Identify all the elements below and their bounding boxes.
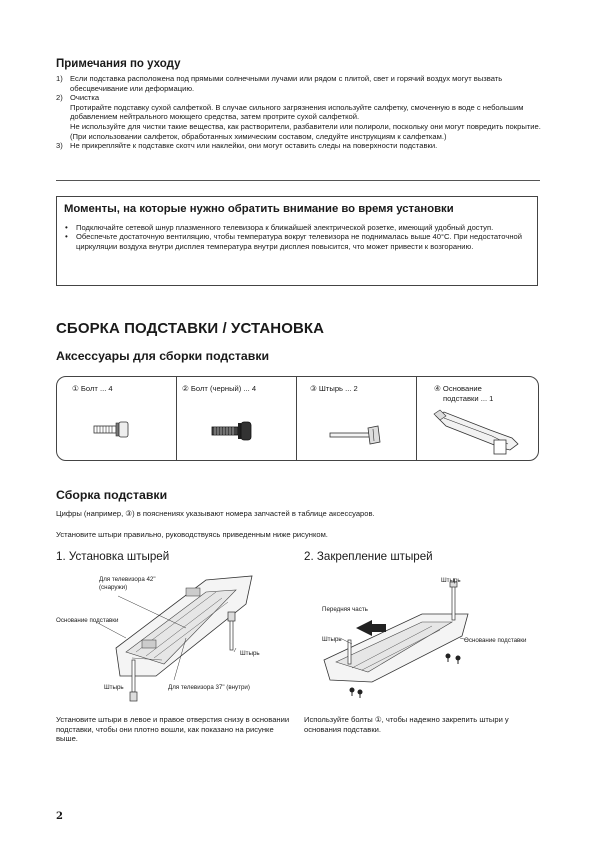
care-item-text: Не прикрепляйте к подставке скотч или наклейки, они могут оставить следы на поверхности подставки. (70, 141, 438, 151)
label-tv42: Для телевизора 42" (снаружи) (99, 576, 156, 591)
care-item-text: Очистка (70, 93, 100, 103)
label-front: Передняя часть (322, 606, 368, 613)
care-item-text: Если подставка расположена под прямыми солнечными лучами или рядом с плитой, свет и горячий воздух могут вызвать обесцвечивание или деформацию. (70, 74, 503, 93)
accessory-label-bolt: ① Болт ... 4 (72, 384, 113, 393)
accessory-label-black-bolt: ② Болт (черный) ... 4 (182, 384, 257, 393)
bolt-icon (92, 420, 132, 440)
assembly-note-1: Цифры (например, ③) в пояснениях указывают номера запчастей в таблице аксессуаров. (56, 509, 375, 518)
table-divider (416, 376, 417, 461)
label-pin-left: Штырь (104, 684, 124, 691)
bullet-icon: • (65, 232, 68, 242)
black-bolt-icon (210, 420, 256, 442)
section-divider (56, 180, 540, 181)
page-number: 2 (56, 811, 63, 822)
stand-base-icon (432, 408, 524, 458)
label-base-step1: Основание подставки (56, 617, 119, 624)
label-pin-step2: Штырь (322, 636, 342, 643)
section-title: СБОРКА ПОДСТАВКИ / УСТАНОВКА (56, 320, 325, 337)
step2-title: 2. Закрепление штырей (304, 550, 433, 563)
bullet-icon: • (65, 223, 68, 232)
accessory-label-pin: ③ Штырь ... 2 (310, 384, 358, 393)
label-base-step2: Основание подставки (464, 637, 527, 644)
care-item-number: 2) (56, 93, 63, 103)
care-item-number: 1) (56, 74, 63, 83)
table-divider (296, 376, 297, 461)
care-item (56, 93, 541, 141)
pin-icon (328, 424, 384, 448)
care-item-text: Не используйте для чистки такие вещества, как растворители, разбавители или полироли, поскольку они могут повредить покрытие. (70, 121, 541, 131)
step1-title: 1. Установка штырей (56, 550, 170, 563)
assembly-heading: Сборка подставки (56, 488, 168, 502)
care-item-text: (При использовании салфеток, обработанных химическим составом, следуйте инструкциям к салфеткам.) (70, 131, 447, 141)
install-point-item (64, 223, 532, 232)
label-pin-right: Штырь (240, 650, 260, 657)
care-heading: Примечания по уходу (56, 58, 181, 70)
step2-caption: Используйте болты ①, чтобы надежно закрепить штыри у основания подставки. (304, 715, 509, 734)
accessories-heading: Аксессуары для сборки подставки (56, 349, 270, 363)
assembly-note-2: Установите штыри правильно, руководствуясь приведенным ниже рисунком. (56, 530, 328, 539)
install-point-text: Обеспечьте достаточную вентиляцию, чтобы температура вокруг телевизора не поднималась выше 40°С. При недостаточной циркуляции воздуха внутри дисплея температура внутри дисплея повысится, что может привести к возгоранию. (76, 232, 522, 251)
care-item (56, 141, 541, 151)
step1-caption: Установите штыри в левое и правое отверстия снизу в основании подставки, чтобы они плотно вошли, как показано на рисунке выше. (56, 715, 290, 744)
care-item-number: 3) (56, 141, 63, 151)
label-tv37: Для телевизора 37" (внутри) (168, 684, 250, 691)
install-points-title: Моменты, на которые нужно обратить внимание во время установки (64, 203, 454, 215)
accessory-label-base: ④ Основание подставки ... 1 (434, 384, 494, 403)
care-item-text: Протирайте подставку сухой салфеткой. В случае сильного загрязнения используйте салфетку, смоченную в воде с небольшим добавлением нейтрального моющего средства, затем протрите сухой салфеткой. (70, 102, 524, 122)
care-list (56, 74, 541, 151)
install-points-list (64, 223, 532, 251)
care-item (56, 74, 541, 93)
table-divider (176, 376, 177, 461)
install-point-text: Подключайте сетевой шнур плазменного телевизора к ближайшей электрической розетке, имеющий удобный доступ. (76, 223, 494, 232)
label-pin-top: Штырь (441, 577, 461, 584)
install-point-item (64, 232, 532, 251)
